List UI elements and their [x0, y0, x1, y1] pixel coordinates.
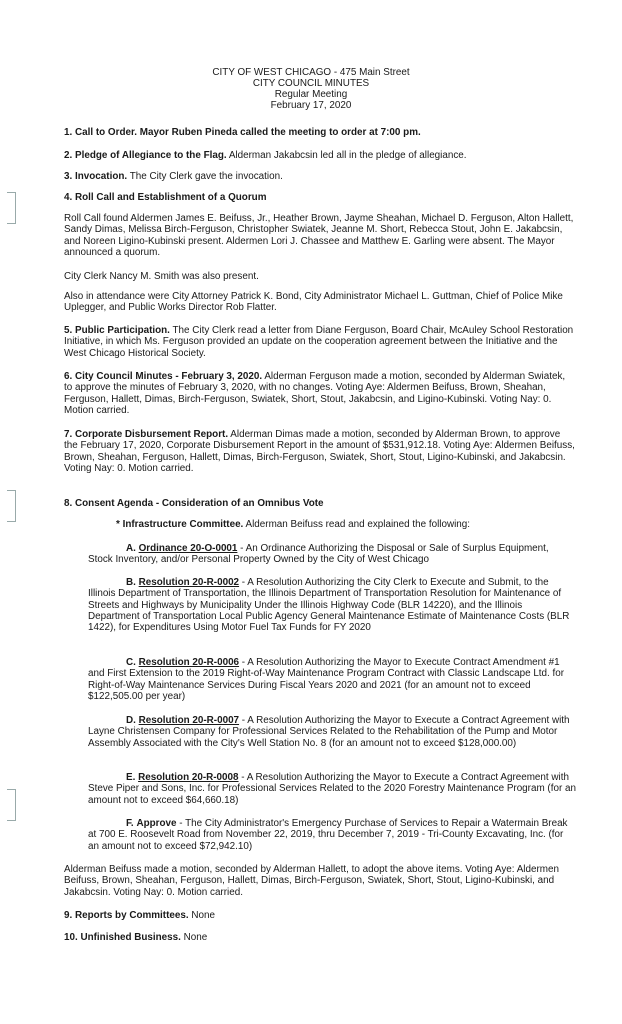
item-3-num: 3.	[64, 171, 73, 182]
header-line-2: CITY COUNCIL MINUTES	[252, 77, 370, 89]
item-6-title: City Council Minutes - February 3, 2020.	[75, 371, 263, 382]
header-line-4: February 17, 2020	[270, 99, 352, 111]
consent-motion-paragraph: Alderman Beifuss made a motion, seconded by Alderman Hallett, to adopt the above items. Voting Aye: Aldermen Beifuss, Brown, Sheahan, Ferguson, Hallett, Dimas, Birch-Ferguson, Swiatek, Short, Stout, Ligino-Kubinski, and Jakabcsin. Voting Nay: 0. Motion carried.	[64, 864, 559, 898]
item-6-num: 6.	[64, 371, 73, 382]
consent-item-a	[88, 543, 576, 566]
consent-item-a-label: A.	[126, 543, 136, 554]
header-line-1: CITY OF WEST CHICAGO - 475 Main Street	[212, 67, 410, 78]
item-2-title: Pledge of Allegiance to the Flag.	[75, 150, 227, 161]
consent-item-a-text: - An Ordinance Authorizing the Disposal or Sale of Surplus Equipment, Stock Inventory, and/or Personal Property Owned by the City of West Chicago	[88, 543, 549, 566]
item-9	[64, 910, 576, 921]
clerk-paragraph: City Clerk Nancy M. Smith was also present.	[64, 271, 259, 282]
item-4-title: Roll Call and Establishment of a Quorum	[75, 192, 267, 203]
item-2-text: Alderman Jakabcsin led all in the pledge of allegiance.	[228, 150, 467, 161]
margin-bracket	[7, 490, 16, 522]
item-6	[64, 371, 576, 416]
consent-item-f-label: F.	[126, 818, 134, 829]
item-3-title: Invocation.	[75, 171, 128, 182]
item-2-num: 2.	[64, 150, 73, 161]
consent-item-c	[88, 657, 576, 702]
header-line-3: Regular Meeting	[274, 88, 348, 100]
consent-item-b-ref: Resolution 20-R-0002	[138, 577, 240, 588]
infrastructure-title: * Infrastructure Committee.	[116, 519, 244, 530]
roll-call-paragraph: Roll Call found Aldermen James E. Beifuss, Jr., Heather Brown, Jayme Sheahan, Michael D. Ferguson, Alton Hallett, Sandy Dimas, Melissa Birch-Ferguson, Christopher Swiatek, Jeanne M. Short, Rebecca Stout, John E. Jakabcsin, and Noreen Ligino-Kubinski present. Aldermen Lori J. Chassee and Matthew E. Garling were absent. The Mayor announced a quorum.	[64, 213, 574, 258]
margin-bracket	[7, 789, 16, 821]
item-1-num: 1.	[64, 127, 73, 138]
item-2	[64, 150, 576, 161]
item-9-title: Reports by Committees.	[75, 910, 189, 921]
item-6-text: Alderman Ferguson made a motion, seconded by Alderman Swiatek, to approve the minutes of February 3, 2020, with no changes. Voting Aye: Aldermen Beifuss, Brown, Sheahan, Ferguson, Hallett, Dimas, Birch-Ferguson, Swiatek, Short, Stout, Jakabcsin, and Ligino-Kubinski. Voting Nay: 0. Motion carried.	[64, 371, 566, 416]
item-9-text: None	[191, 910, 215, 921]
attendance-paragraph: Also in attendance were City Attorney Patrick K. Bond, City Administrator Michael L. Guttman, Chief of Police Mike Uplegger, and Public Works Director Rob Flatter.	[64, 291, 563, 314]
consent-item-d-text: - A Resolution Authorizing the Mayor to Execute a Contract Agreement with Layne Christensen Company for Professional Services Related to the Rehabilitation of the Pump and Motor Assembly Associated with the City's Well Station No. 8 (for an amount not to exceed $128,000.00)	[88, 715, 570, 749]
consent-item-f-text: - The City Administrator's Emergency Purchase of Services to Repair a Watermain Break at 700 E. Roosevelt Road from November 22, 2019, thru December 7, 2019 - Tri-County Excavating, Inc. (for an amount not to exceed $72,942.10)	[88, 818, 568, 852]
item-5-num: 5.	[64, 325, 73, 336]
item-7-num: 7.	[64, 429, 73, 440]
item-10-text: None	[183, 932, 208, 943]
consent-item-d-ref: Resolution 20-R-0007	[138, 715, 240, 726]
consent-item-b-label: B.	[126, 577, 136, 588]
item-10-title: Unfinished Business.	[80, 932, 181, 943]
infrastructure-committee	[116, 519, 576, 530]
item-1-title: Call to Order.	[75, 127, 138, 138]
item-3-text: The City Clerk gave the invocation.	[129, 171, 283, 182]
consent-item-e-label: E.	[126, 772, 136, 783]
item-7-text: Alderman Dimas made a motion, seconded by Alderman Brown, to approve the February 17, 2020, Corporate Disbursement Report in the amount of $531,912.18. Voting Aye: Aldermen Beifuss, Brown, Sheahan, Ferguson, Hallett, Dimas, Birch-Ferguson, Swiatek, Short, Stout, Ligino-Kubinski, and Jakabcsin. Voting Nay: 0. Motion carried.	[64, 429, 575, 474]
item-8	[64, 498, 576, 509]
consent-item-e-ref: Resolution 20-R-0008	[138, 772, 239, 783]
item-7-title: Corporate Disbursement Report.	[75, 429, 229, 440]
document-header	[0, 68, 622, 112]
item-1	[64, 127, 576, 138]
item-5-text: The City Clerk read a letter from Diane Ferguson, Board Chair, McAuley School Restoration Initiative, in which Ms. Ferguson provided an update on the cooperation agreement between the Initiative and the West Chicago Historical Society.	[64, 325, 574, 359]
consent-item-c-ref: Resolution 20-R-0006	[138, 657, 240, 668]
consent-item-f	[88, 818, 576, 852]
item-3	[64, 171, 576, 182]
item-10	[64, 932, 576, 943]
consent-item-a-ref: Ordinance 20-O-0001	[138, 543, 238, 554]
item-9-num: 9.	[64, 910, 73, 921]
consent-item-c-label: C.	[126, 657, 136, 668]
consent-item-b-text: - A Resolution Authorizing the City Clerk to Execute and Submit, to the Illinois Department of Transportation, the Illinois Department of Transportation Resolution for Maintenance of Streets and Highways by Municipality Under the Illinois Highway Code (BLR 14220), and the Illinois Department of Transportation Local Public Agency General Maintenance Estimate of Maintenance Costs (BLR 1422), for Expenditures Using Motor Fuel Tax Funds for FY 2020	[88, 577, 570, 634]
item-7	[64, 429, 576, 474]
consent-item-d	[88, 715, 576, 749]
item-10-num: 10.	[64, 932, 78, 943]
item-4-num: 4.	[64, 192, 73, 203]
consent-item-e-text: - A Resolution Authorizing the Mayor to Execute a Contract Agreement with Steve Piper and Sons, Inc. for Professional Services Related to the 2020 Forestry Maintenance Program (for an amount not to exceed $64,660.18)	[88, 772, 576, 806]
consent-item-b	[88, 577, 576, 633]
consent-item-f-ref: Approve	[136, 818, 177, 829]
item-5-title: Public Participation.	[75, 325, 170, 336]
infrastructure-text: Alderman Beifuss read and explained the following:	[245, 519, 471, 530]
item-4	[64, 192, 576, 203]
item-8-title: Consent Agenda - Consideration of an Omnibus Vote	[75, 498, 324, 509]
margin-bracket	[7, 192, 16, 224]
item-5	[64, 325, 576, 359]
consent-item-d-label: D.	[126, 715, 136, 726]
item-8-num: 8.	[64, 498, 73, 509]
consent-item-c-text: - A Resolution Authorizing the Mayor to Execute Contract Amendment #1 and First Extension to the 2019 Right-of-Way Maintenance Program Contract with Classic Landscape Ltd. for Right-of-Way Maintenance Services During Fiscal Years 2020 and 2021 (for an amount not to exceed $122,505.00 per year)	[88, 657, 565, 702]
item-1-text: Mayor Ruben Pineda called the meeting to order at 7:00 pm.	[139, 127, 421, 138]
consent-item-e	[88, 772, 576, 806]
